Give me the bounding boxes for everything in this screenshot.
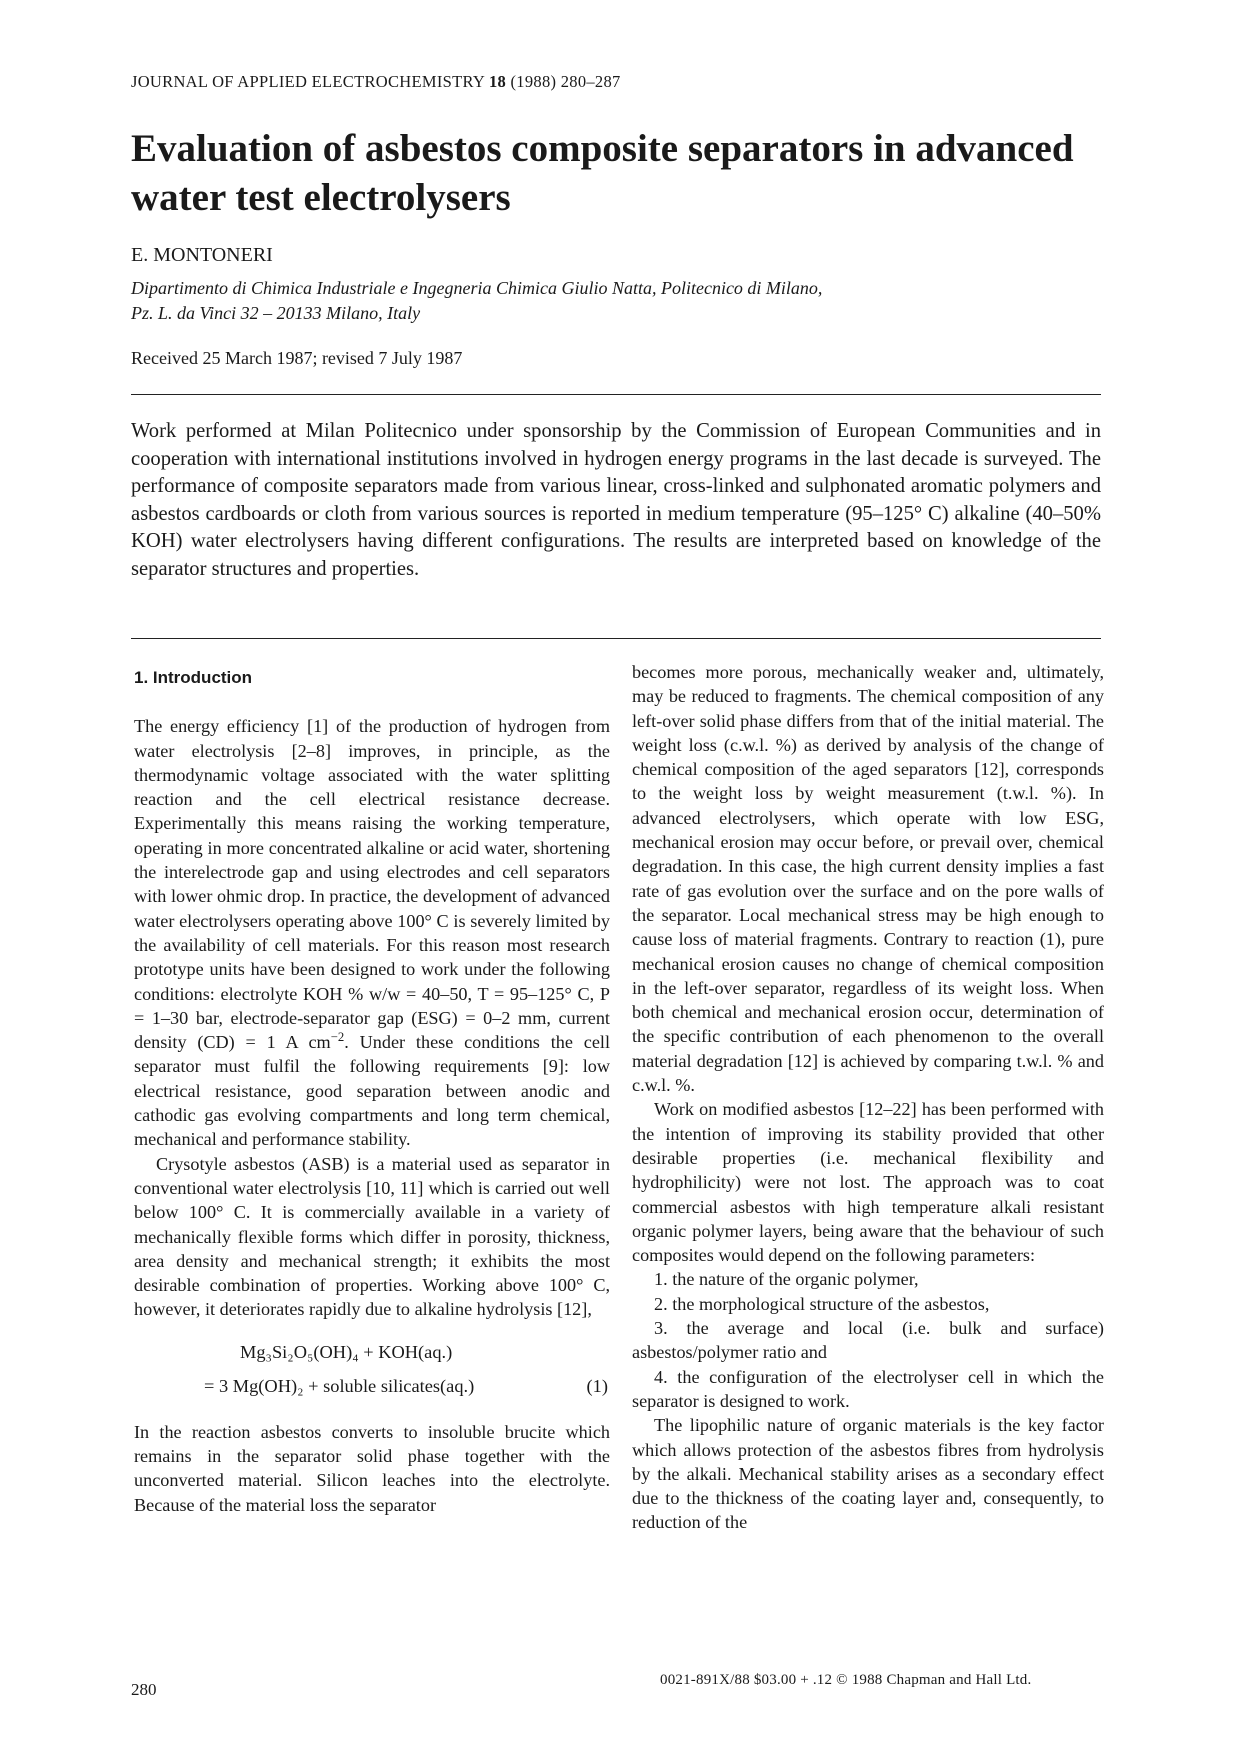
- list-item: 1. the nature of the organic polymer,: [654, 1269, 919, 1290]
- paragraph: Work on modified asbestos [12–22] has been performed with the intention of improving its stability provided that other desirable properties (i.e. mechanical flexibility and hydrophilicity) were not lost. The approach was to coat commercial asbestos with high temperature alkali resistant organic polymer layers, being aware that the behaviour of such composites would depend on the following parameters:: [632, 1099, 1104, 1266]
- section-heading: 1. Introduction: [134, 668, 253, 687]
- superscript: −2: [330, 1030, 345, 1045]
- page-number: 280: [131, 1680, 157, 1699]
- abstract: Work performed at Milan Politecnico under sponsorship by the Commission of European Communities and in cooperation with international institutions involved in hydrogen energy programs in the last decade is surveyed. The performance of composite separators made from various linear, cross-linked and sulphonated aromatic polymers and asbestos cardboards or cloth from various sources is reported in medium temperature (95–125° C) alkaline (40–50% KOH) water electrolysers having different configurations. The results are interpreted based on knowledge of the separator structures and properties.: [131, 420, 1101, 580]
- affiliation-line-1: Dipartimento di Chimica Industriale e Ingegneria Chimica Giulio Natta, Politecnico di Milano,: [131, 278, 823, 298]
- paragraph: The lipophilic nature of organic materials is the key factor which allows protection of the asbestos fibres from hydrolysis by the alkali. Mechanical stability arises as a secondary effect due to the thickness of the coating layer and, consequently, to reduction of the: [632, 1415, 1104, 1533]
- journal-name: JOURNAL OF APPLIED ELECTROCHEMISTRY: [131, 72, 485, 91]
- journal-year-pages: (1988) 280–287: [510, 72, 621, 91]
- paragraph: Crysotyle asbestos (ASB) is a material used as separator in conventional water electrolysis [10, 11] which is carried out well below 100° C. It is commercially available in a variety of mechanically flexible forms which differ in porosity, thickness, area density and mechanical strength; it exhibits the most desirable combination of properties. Working above 100° C, however, it deteriorates rapidly due to alkaline hydrolysis [12],: [134, 1153, 610, 1320]
- paragraph: [134, 714, 610, 1151]
- list-item: 4. the configuration of the electrolyser cell in which the separator is designed to work.: [632, 1366, 1104, 1411]
- left-column: [134, 660, 610, 1517]
- article-title: Evaluation of asbestos composite separators in advanced water test electrolysers: [131, 127, 1074, 219]
- divider-bottom: [131, 638, 1101, 639]
- equation-1: [134, 1338, 610, 1408]
- copyright-line: 0021-891X/88 $03.00 + .12 © 1988 Chapman and Hall Ltd.: [660, 1672, 1032, 1688]
- paragraph-text: The energy efficiency [1] of the production of hydrogen from water electrolysis [2–8] improves, in principle, as the thermodynamic voltage associated with the water splitting reaction and the cell electrical resistance decrease. Experimentally this means raising the working temperature, operating in more concentrated alkaline or acid water, shortening the interelectrode gap and using electrodes and cell separators with lower ohmic drop. In practice, the development of advanced water electrolysers operating above 100° C is severely limited by the availability of cell materials. For this reason most research prototype units have been designed to work under the following conditions: electrolyte KOH % w/w = 40–50, T = 95–125° C, P = 1–30 bar, electrode-separator gap (ESG) = 0–2 mm, current density (CD) = 1 A cm: [134, 716, 610, 1053]
- equation-number: (1): [586, 1375, 608, 1396]
- article-author: E. MONTONERI: [131, 244, 273, 266]
- equation-line-1: Mg₃Si₂O₅(OH)₄ + KOH(aq.): [240, 1341, 453, 1362]
- paragraph: becomes more porous, mechanically weaker and, ultimately, may be reduced to fragments. The chemical composition of any left-over solid phase differs from that of the initial material. The weight loss (c.w.l. %) as derived by analysis of the change of chemical composition of the aged separators [12], corresponds to the weight loss by weight measurement (t.w.l. %). In advanced electrolysers, which operate with low ESG, mechanical erosion may occur before, or prevail over, chemical degradation. In this case, the high current density implies a fast rate of gas evolution over the surface and on the pore walls of the separator. Local mechanical stress may be high enough to cause loss of material fragments. Contrary to reaction (1), pure mechanical erosion causes no change of chemical composition in the left-over separator, regardless of its weight loss. When both chemical and mechanical erosion occur, determination of the specific contribution of each phenomenon to the overall material degradation [12] is achieved by comparing t.w.l. % and c.w.l. %.: [632, 662, 1104, 1096]
- received-dates: Received 25 March 1987; revised 7 July 1987: [131, 348, 463, 368]
- author-affiliation: [131, 276, 1131, 326]
- right-column: [632, 660, 1104, 1535]
- journal-header: [131, 72, 621, 92]
- divider-top: [131, 394, 1101, 395]
- paragraph-text: . Under these conditions the cell separator must fulfil the following requirements [9]: low electrical resistance, good separation between anodic and cathodic gas evolving compartments and long term chemical, mechanical and performance stability.: [134, 1032, 610, 1150]
- journal-volume: 18: [488, 72, 507, 91]
- list-item: 2. the morphological structure of the asbestos,: [654, 1293, 990, 1314]
- paragraph: In the reaction asbestos converts to insoluble brucite which remains in the separator solid phase together with the unconverted material. Silicon leaches into the electrolyte. Because of the material loss the separator: [134, 1421, 610, 1515]
- list-item: 3. the average and local (i.e. bulk and surface) asbestos/polymer ratio and: [632, 1318, 1104, 1363]
- affiliation-line-2: Pz. L. da Vinci 32 – 20133 Milano, Italy: [131, 303, 421, 323]
- equation-line-2: = 3 Mg(OH)₂ + soluble silicates(aq.): [204, 1375, 475, 1396]
